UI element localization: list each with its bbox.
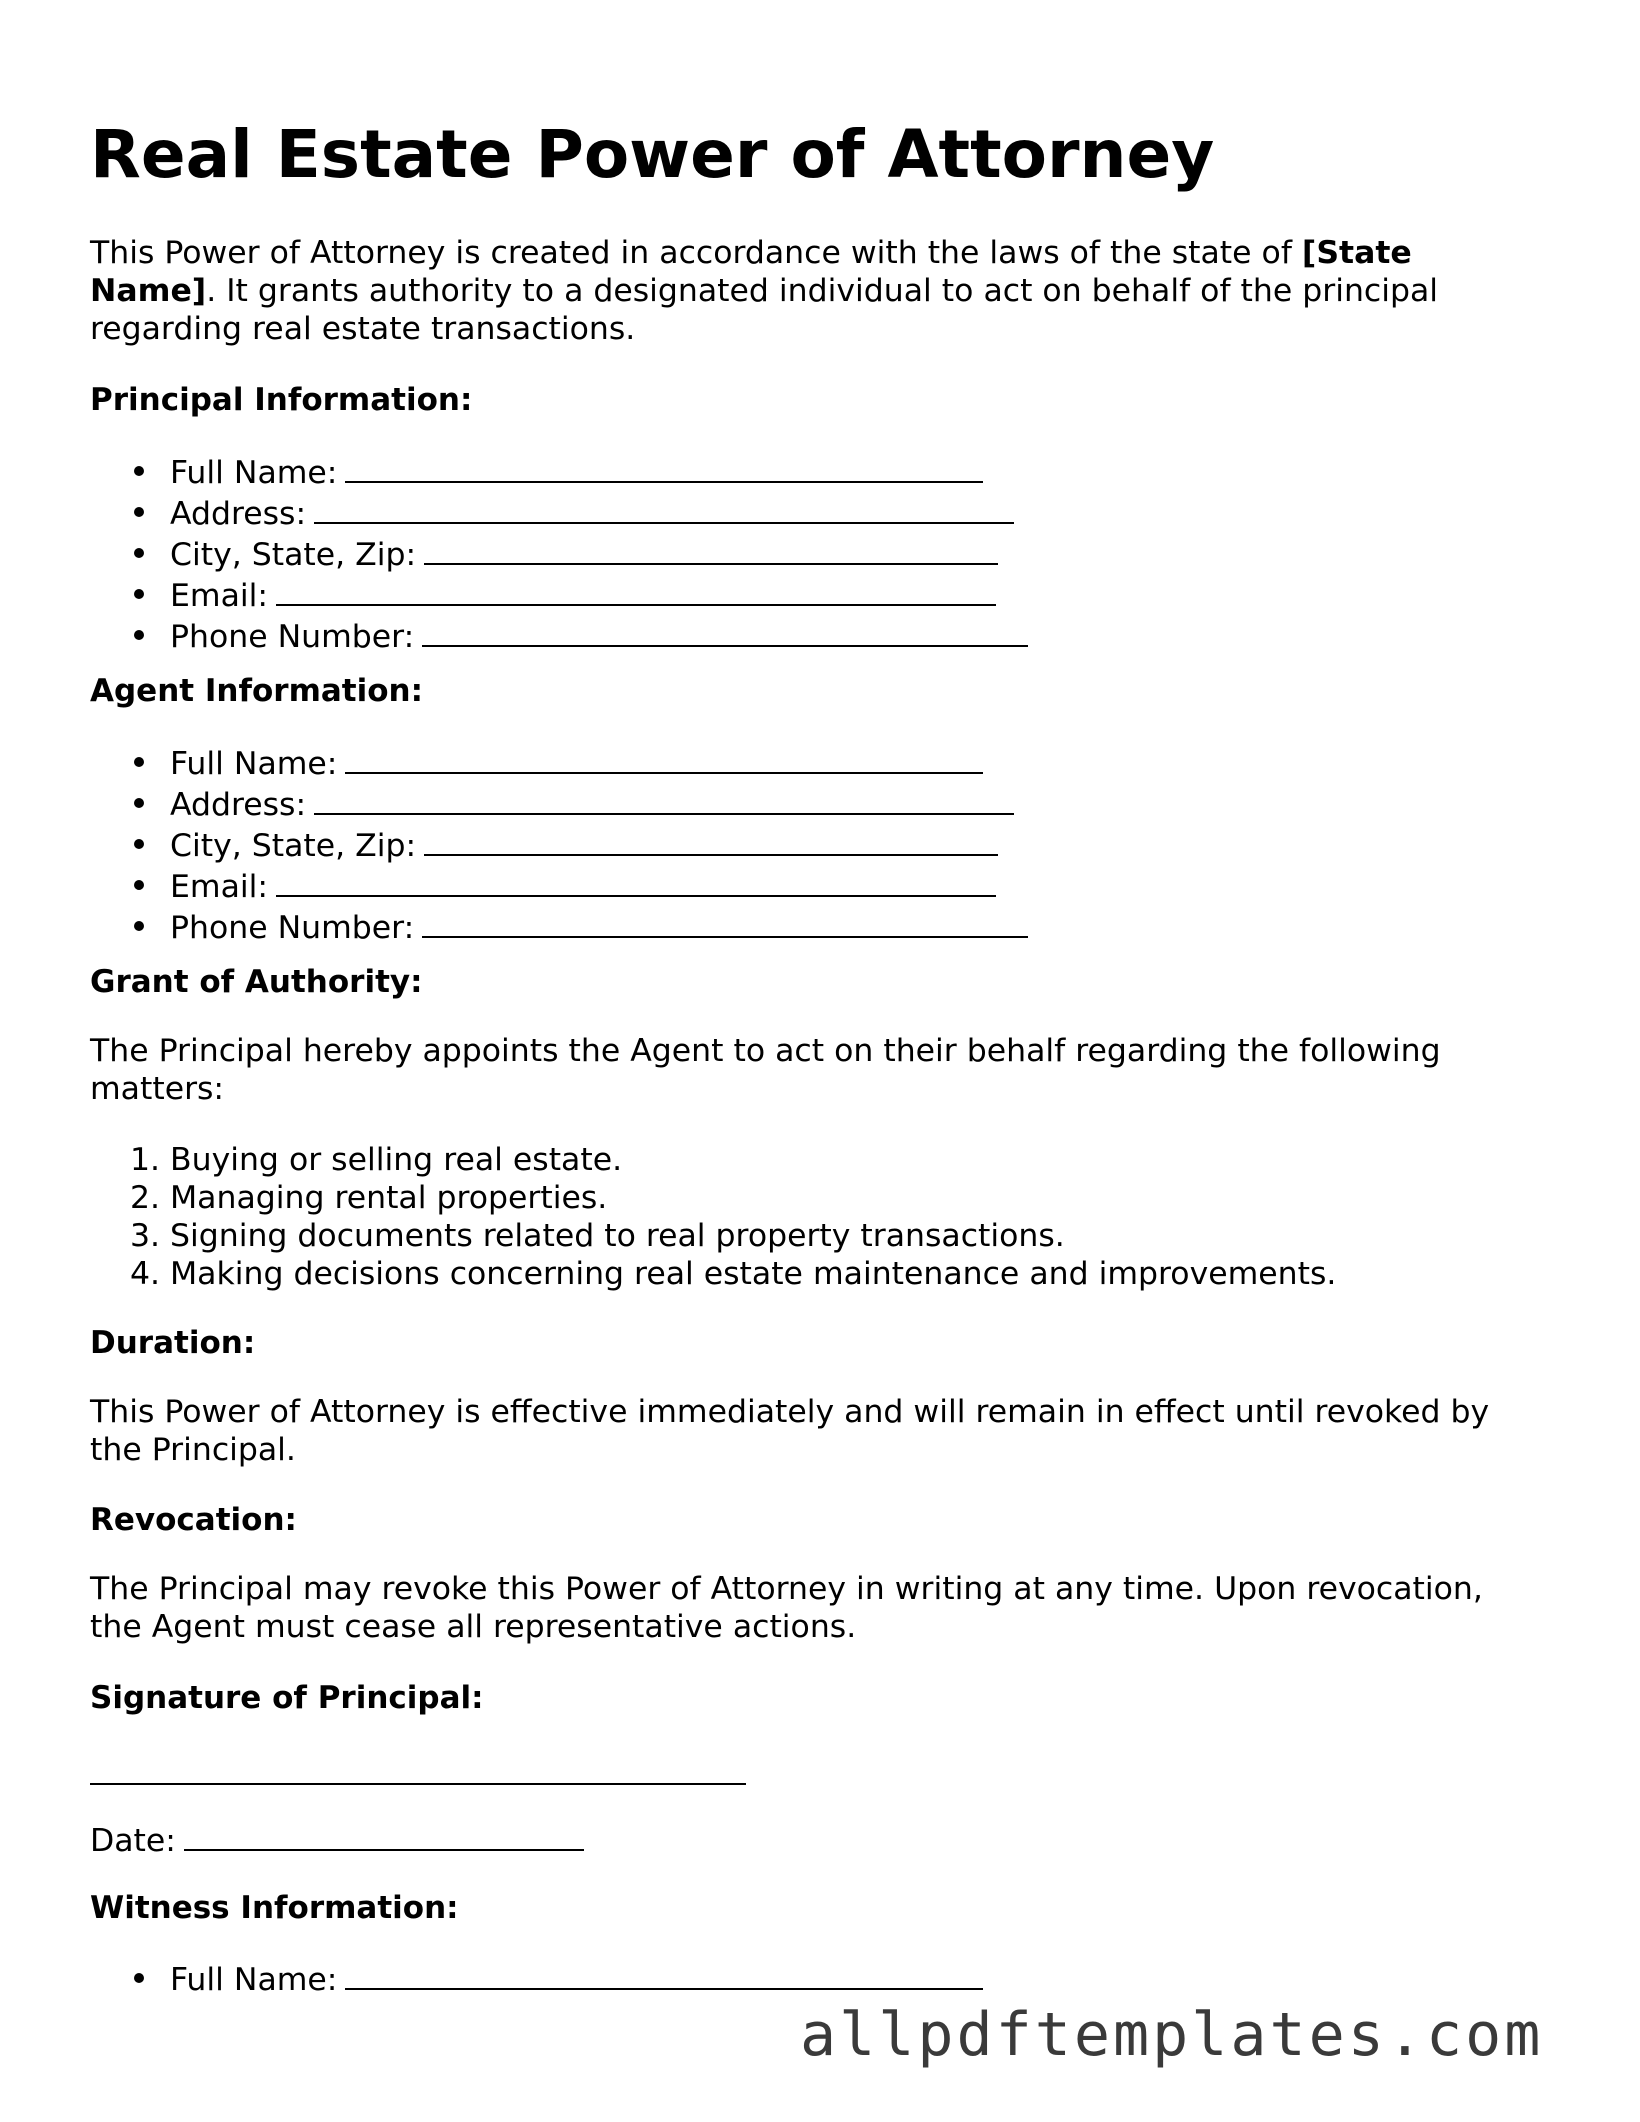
bullet-icon: [134, 880, 144, 890]
grant-items: [90, 1141, 1336, 1293]
blank-line[interactable]: [314, 492, 1014, 524]
field-label: Full Name:: [170, 1962, 338, 1998]
field-label: City, State, Zip:: [170, 828, 417, 864]
bullet-icon: [134, 466, 144, 476]
principal-city-state-zip-field[interactable]: [90, 533, 1028, 574]
field-label: Phone Number:: [170, 910, 415, 946]
field-label: Full Name:: [170, 746, 338, 782]
state-name-placeholder: [State Name]: [90, 235, 1412, 309]
date-label: Date:: [90, 1823, 176, 1859]
field-label: Full Name:: [170, 455, 338, 491]
bullet-icon: [134, 1973, 144, 1983]
blank-line[interactable]: [422, 906, 1028, 938]
grant-item: [90, 1255, 1336, 1293]
field-label: Email:: [170, 578, 269, 614]
bullet-icon: [134, 548, 144, 558]
watermark-text: allpdftemplates.com: [800, 2000, 1544, 2070]
grant-item-text: Signing documents related to real property transactions.: [170, 1218, 1065, 1254]
bullet-icon: [134, 921, 144, 931]
signature-heading: Signature of Principal:: [90, 1680, 484, 1716]
agent-phone-field[interactable]: [90, 906, 1028, 947]
grant-item: [90, 1179, 1336, 1217]
item-number: 4.: [130, 1256, 161, 1292]
agent-heading: Agent Information:: [90, 673, 423, 709]
item-number: 2.: [130, 1180, 161, 1216]
principal-address-field[interactable]: [90, 492, 1028, 533]
bullet-icon: [134, 839, 144, 849]
principal-phone-field[interactable]: [90, 615, 1028, 656]
principal-fields: [90, 451, 1028, 656]
duration-heading: Duration:: [90, 1325, 256, 1361]
revocation-text: The Principal may revoke this Power of Attorney in writing at any time. Upon revocation, the Agent must cease all representative actions.: [90, 1571, 1483, 1645]
document-title: Real Estate Power of Attorney: [90, 116, 1215, 193]
intro-text-1: This Power of Attorney is created in accordance with the laws of the state of: [90, 235, 1302, 271]
item-number: 1.: [130, 1142, 161, 1178]
intro-text-2: . It grants authority to a designated individual to act on behalf of the principal regarding real estate transactions.: [90, 273, 1439, 347]
blank-line[interactable]: [345, 451, 983, 483]
grant-item-text: Making decisions concerning real estate maintenance and improvements.: [170, 1256, 1337, 1292]
witness-heading: Witness Information:: [90, 1890, 459, 1926]
grant-item-text: Buying or selling real estate.: [170, 1142, 623, 1178]
grant-item-text: Managing rental properties.: [170, 1180, 608, 1216]
witness-full-name-field[interactable]: [90, 1958, 983, 1999]
field-label: Address:: [170, 496, 307, 532]
blank-line[interactable]: [424, 533, 998, 565]
grant-item: [90, 1217, 1336, 1255]
blank-line[interactable]: [314, 783, 1014, 815]
bullet-icon: [134, 630, 144, 640]
bullet-icon: [134, 798, 144, 808]
date-blank-line[interactable]: [184, 1819, 584, 1851]
intro-paragraph: [90, 234, 1530, 348]
blank-line[interactable]: [422, 615, 1028, 647]
principal-full-name-field[interactable]: [90, 451, 1028, 492]
revocation-heading: Revocation:: [90, 1502, 297, 1538]
blank-line[interactable]: [276, 865, 996, 897]
bullet-icon: [134, 507, 144, 517]
agent-city-state-zip-field[interactable]: [90, 824, 1028, 865]
field-label: Address:: [170, 787, 307, 823]
grant-heading: Grant of Authority:: [90, 964, 423, 1000]
bullet-icon: [134, 589, 144, 599]
signature-line[interactable]: [90, 1783, 746, 1785]
principal-email-field[interactable]: [90, 574, 1028, 615]
field-label: City, State, Zip:: [170, 537, 417, 573]
blank-line[interactable]: [424, 824, 998, 856]
blank-line[interactable]: [345, 1958, 983, 1990]
blank-line[interactable]: [345, 742, 983, 774]
agent-full-name-field[interactable]: [90, 742, 1028, 783]
field-label: Phone Number:: [170, 619, 415, 655]
agent-email-field[interactable]: [90, 865, 1028, 906]
agent-fields: [90, 742, 1028, 947]
item-number: 3.: [130, 1218, 161, 1254]
principal-heading: Principal Information:: [90, 382, 473, 418]
grant-text: The Principal hereby appoints the Agent to act on their behalf regarding the following matters:: [90, 1033, 1441, 1107]
witness-fields: [90, 1958, 983, 1999]
grant-item: [90, 1141, 1336, 1179]
duration-text: This Power of Attorney is effective immediately and will remain in effect until revoked by the Principal.: [90, 1394, 1490, 1468]
signature-date: [90, 1819, 584, 1860]
agent-address-field[interactable]: [90, 783, 1028, 824]
bullet-icon: [134, 757, 144, 767]
field-label: Email:: [170, 869, 269, 905]
blank-line[interactable]: [276, 574, 996, 606]
